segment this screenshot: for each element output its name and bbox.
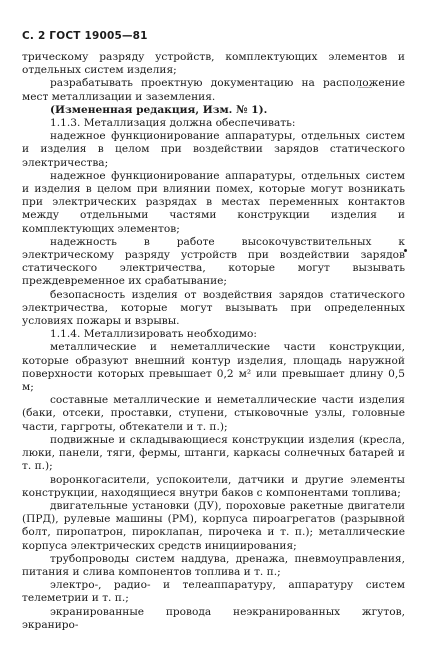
clause-1-1-3-item-1: надежное функционирование аппаратуры, отдельных систем и изделия в целом при воздействии зарядов статического электричества; xyxy=(22,130,405,169)
clause-1-1-3-item-2: надежное функционирование аппаратуры, отдельных систем и изделия в целом при влиянии помех, которые могут возникать при электрических разрядах в местах переменных контактов между отдельными частями конструкции изделия и комплектующих элементов; xyxy=(22,169,405,235)
clause-1-1-4-item-2: составные металлические и неметаллические части изделия (баки, отсеки, проставки, ступени, стыковочные узлы, головные части, гаргроты, обтекатели и т. п.); xyxy=(22,394,405,433)
clause-1-1-4-heading: 1.1.4. Металлизировать необходимо: xyxy=(50,328,257,341)
clause-1-1-4-item-7: электро-, радио- и телеаппаратуру, аппаратуру систем телеметрии и т. п.; xyxy=(22,579,405,605)
paragraph-design-docs: разрабатывать проектную документацию на расположение мест металлизации и заземления. xyxy=(22,77,405,103)
clause-1-1-4-item-3: подвижные и складывающиеся конструкции изделия (кресла, люки, панели, тяги, фермы, штанги, каркасы солнечных батарей и т. п.); xyxy=(22,433,405,473)
document-body xyxy=(22,51,405,632)
amendment-note: (Измененная редакция, Изм. № 1). xyxy=(50,103,268,116)
clause-1-1-3-item-4: безопасность изделия от воздействия зарядов статического электричества, которые могут вызывать при определенных условиях пожары и взрывы. xyxy=(22,288,405,328)
clause-1-1-4-item-4: воронкогасители, успокоители, датчики и другие элементы конструкции, находящиеся внутри баков с компонентами топлива; xyxy=(22,473,405,499)
clause-1-1-4-item-8: экранированные провода неэкранированных жгутов, экраниро- xyxy=(22,605,405,631)
page-header: С. 2 ГОСТ 19005—81 xyxy=(22,30,148,42)
clause-1-1-4-item-6: трубопроводы систем наддува, дренажа, пневмоуправления, питания и слива компонентов топлива и т. п.; xyxy=(22,552,405,578)
clause-1-1-4-item-5: двигательные установки (ДУ), пороховые ракетные двигатели (ПРД), рулевые машины (РМ), корпуса пироагрегатов (разрывной болт, пиропатрон, пироклапан, пирочека и т. п.); металлические корпуса электрических средств инициирования; xyxy=(22,499,405,552)
clause-1-1-3-heading: 1.1.3. Металлизация должна обеспечивать: xyxy=(50,117,296,130)
clause-1-1-4-item-1: металлические и неметаллические части конструкции, которые образуют внешний контур изделия, площадь наружной поверхности которых превышает 0,2 м² или превышает длину 0,5 м; xyxy=(22,341,405,394)
clause-1-1-3-item-3: надежность в работе высокочувствительных к электрическому разряду устройств при воздействии зарядов статического электричества, которые могут вызывать преждевременное их срабатывание; xyxy=(22,235,405,288)
paragraph-continuation: трическому разряду устройств, комплектующих элементов и отдельных систем изделия; xyxy=(22,51,405,77)
